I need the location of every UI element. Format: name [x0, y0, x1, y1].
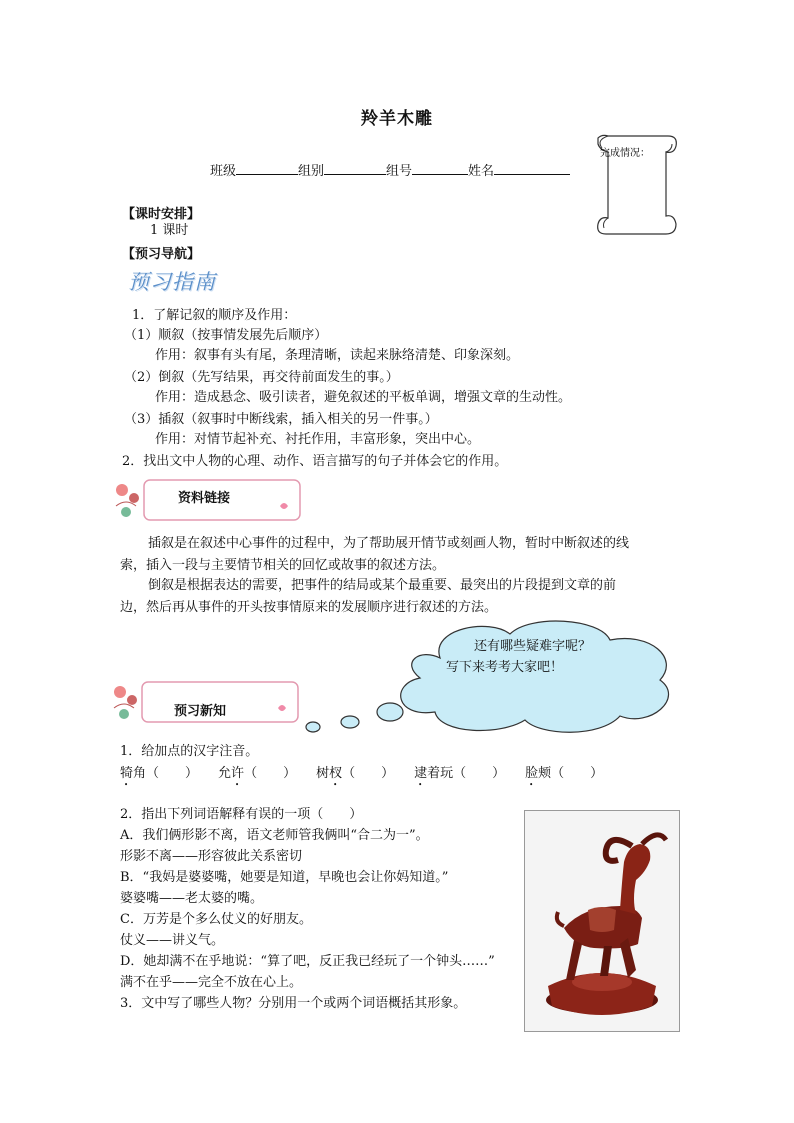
q1-items	[120, 764, 603, 789]
guide-item-2: 2．找出文中人物的心理、动作、语言描写的句子并体会它的作用。	[122, 454, 508, 469]
q2-option-d-explain: 满不在乎——完全不放在心上。	[120, 975, 303, 990]
page-title: 羚羊木雕	[361, 109, 433, 129]
guide-sub-3-use: 作用：对情节起补充、衬托作用，丰富形象，突出中心。	[155, 432, 481, 447]
q2-option-c-explain: 仗义——讲义气。	[120, 933, 225, 948]
q3-prompt: 3．文中写了哪些人物？分别用一个或两个词语概括其形象。	[120, 996, 467, 1011]
guide-item-1: 1．了解记叙的顺序及作用：	[132, 308, 297, 323]
name-field[interactable]	[494, 162, 570, 175]
q1-item: 脸颊（ ）	[525, 766, 604, 781]
number-label: 组号	[386, 164, 413, 179]
completion-scroll	[588, 130, 684, 242]
group-field[interactable]	[324, 162, 386, 175]
guide-sub-1-use: 作用：叙事有头有尾，条理清晰，读起来脉络清楚、印象深刻。	[155, 348, 520, 363]
q2-option-a-explain: 形影不离——形容彼此关系密切	[120, 849, 303, 864]
q1-item: 逮着玩（ ）	[414, 766, 506, 781]
materials-p1-line2: 索，插入一段与主要情节相关的回忆或故事的叙述方法。	[120, 558, 446, 573]
materials-p1-line1: 插叙是在叙述中心事件的过程中，为了帮助展开情节或刻画人物，暂时中断叙述的线	[148, 536, 630, 551]
class-label: 班级	[210, 164, 237, 179]
materials-p2-line2: 边，然后再从事件的开头按事情原来的发展顺序进行叙述的方法。	[120, 600, 498, 615]
number-field[interactable]	[412, 162, 468, 175]
cloud-line-2: 写下来考考大家吧！	[446, 660, 564, 675]
preview-guide-badge: 预习指南	[128, 270, 216, 294]
guide-sub-3: （3）插叙（叙事时中断线索，插入相关的另一件事。）	[124, 412, 438, 427]
guide-sub-1: （1）顺叙（按事情发展先后顺序）	[124, 328, 328, 343]
completion-label: 完成情况：	[600, 148, 650, 159]
cloud-line-1: 还有哪些疑难字呢？	[474, 639, 592, 654]
class-field[interactable]	[236, 162, 298, 175]
student-info-line	[210, 160, 570, 179]
q2-option-b: B．“我妈是婆婆嘴，她要是知道，早晚也会让你妈知道。”	[120, 870, 449, 885]
guide-sub-2-use: 作用：造成悬念、吸引读者，避免叙述的平板单调，增强文章的生动性。	[155, 390, 572, 405]
q2-option-b-explain: 婆婆嘴——老太婆的嘴。	[120, 891, 264, 906]
q2-option-d: D．她却满不在乎地说：“算了吧，反正我已经玩了一个钟头……”	[120, 954, 495, 969]
antelope-carving-image	[524, 810, 680, 1032]
q2-option-a: A．我们俩形影不离，语文老师管我俩叫“合二为一”。	[120, 828, 429, 843]
q1-prompt: 1．给加点的汉字注音。	[120, 744, 259, 759]
q1-item: 树杈（ ）	[316, 766, 395, 781]
materials-label: 资料链接	[178, 491, 231, 506]
new-knowledge-label: 预习新知	[174, 704, 227, 719]
schedule-heading: 【课时安排】	[122, 207, 201, 222]
guide-sub-2: （2）倒叙（先写结果，再交待前面发生的事。）	[124, 370, 399, 385]
group-label: 组别	[298, 164, 325, 179]
q1-item: 犄角（ ）	[120, 766, 199, 781]
preview-nav-heading: 【预习导航】	[122, 247, 201, 262]
materials-p2-line1: 倒叙是根据表达的需要，把事件的结局或某个最重要、最突出的片段提到文章的前	[148, 578, 617, 593]
schedule-value: 1 课时	[150, 223, 189, 238]
q1-item: 允许（ ）	[218, 766, 297, 781]
q2-option-c: C．万芳是个多么仗义的好朋友。	[120, 912, 312, 927]
q2-prompt: 2．指出下列词语解释有误的一项（ ）	[120, 807, 363, 822]
name-label: 姓名	[468, 164, 495, 179]
